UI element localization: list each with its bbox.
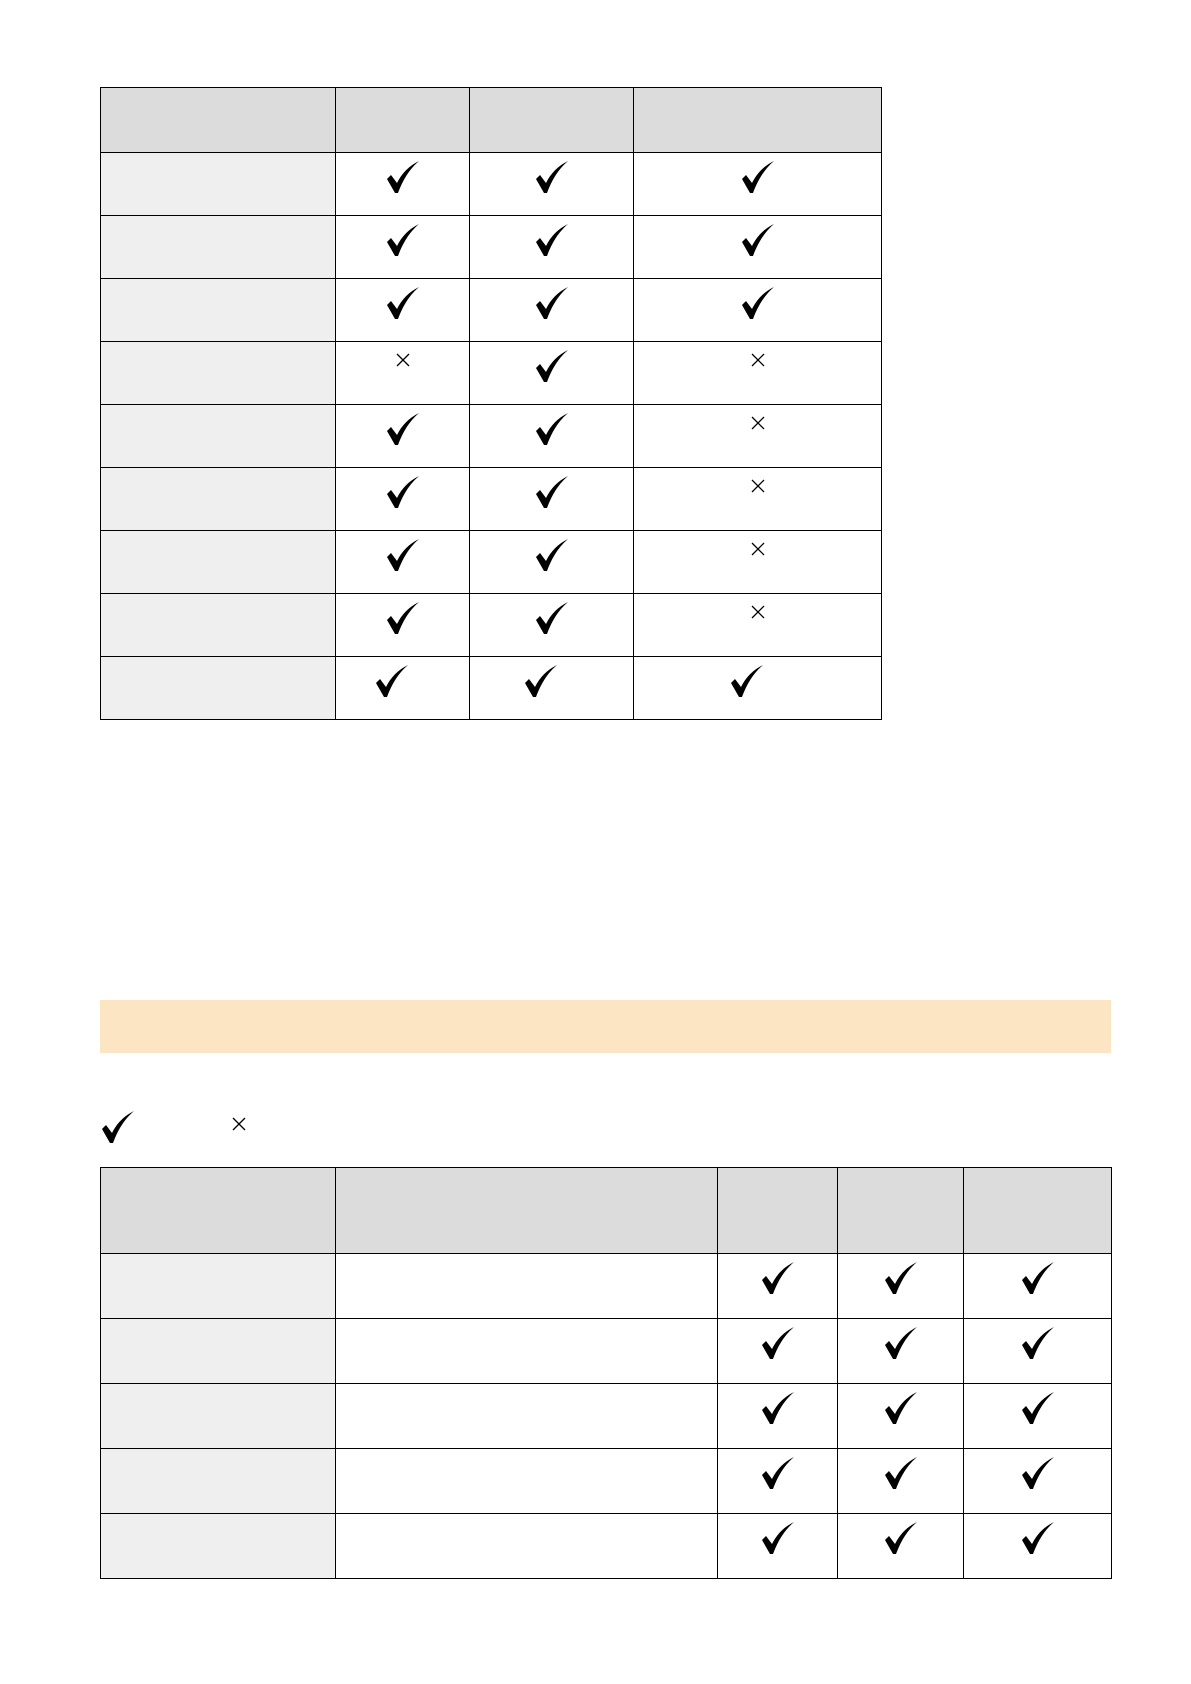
status-cell [838,1254,964,1319]
table-row [101,279,882,342]
row-label [101,405,336,468]
check-icon [883,1261,919,1300]
table-row [101,405,882,468]
header-cell [718,1168,838,1254]
check-icon [883,1326,919,1365]
header-cell [336,88,470,153]
status-cell [336,153,470,216]
status-cell [336,531,470,594]
cross-icon [230,1115,248,1138]
check-icon [760,1521,796,1560]
status-cell [336,657,470,720]
status-cell [634,405,882,468]
check-icon [729,664,765,703]
status-cell [964,1254,1112,1319]
header-cell [101,1168,336,1254]
table-row [101,594,882,657]
row-description [336,1449,718,1514]
check-icon [760,1326,796,1365]
status-cell [470,594,634,657]
status-cell [336,342,470,405]
row-label [101,531,336,594]
check-icon [534,286,570,325]
table-row [101,1514,1112,1579]
status-cell [964,1384,1112,1449]
status-cell [838,1514,964,1579]
status-cell [838,1384,964,1449]
table-row [101,1449,1112,1514]
status-cell [634,153,882,216]
row-description [336,1254,718,1319]
status-cell [470,279,634,342]
check-icon [760,1261,796,1300]
check-icon [760,1456,796,1495]
header-cell [336,1168,718,1254]
status-cell [964,1319,1112,1384]
header-cell [634,88,882,153]
row-label [101,1514,336,1579]
check-icon [534,412,570,451]
check-icon [374,664,410,703]
status-cell [470,531,634,594]
status-cell [718,1384,838,1449]
status-cell [634,216,882,279]
table-row [101,342,882,405]
check-icon [385,538,421,577]
table-row [101,1319,1112,1384]
row-label [101,1384,336,1449]
check-icon [1020,1521,1056,1560]
status-cell [838,1319,964,1384]
status-cell [336,279,470,342]
row-description [336,1514,718,1579]
check-icon [883,1391,919,1430]
status-cell [634,468,882,531]
table-row [101,1254,1112,1319]
status-cell [838,1449,964,1514]
status-cell [718,1449,838,1514]
check-icon [534,601,570,640]
status-cell [634,594,882,657]
row-description [336,1319,718,1384]
header-cell [470,88,634,153]
status-cell [634,342,882,405]
check-icon [385,223,421,262]
status-cell [964,1514,1112,1579]
check-icon [385,286,421,325]
check-icon [523,664,559,703]
row-label [101,1449,336,1514]
row-label [101,657,336,720]
status-cell [470,405,634,468]
check-icon [740,223,776,262]
check-icon [534,349,570,388]
status-cell [336,594,470,657]
cross-icon [749,603,767,626]
status-cell [336,216,470,279]
check-icon [1020,1456,1056,1495]
table-row [101,468,882,531]
check-icon [385,160,421,199]
check-icon [100,1110,136,1149]
row-label [101,153,336,216]
header-cell [964,1168,1112,1254]
check-icon [740,286,776,325]
status-cell [634,657,882,720]
status-cell [336,468,470,531]
cross-icon [749,477,767,500]
status-cell [718,1319,838,1384]
status-cell [718,1514,838,1579]
table-row [101,531,882,594]
cross-icon [749,414,767,437]
table-header-row [101,1168,1112,1254]
row-label [101,1319,336,1384]
status-cell [470,657,634,720]
compatibility-table-2 [100,1167,1112,1579]
row-label [101,279,336,342]
check-icon [883,1521,919,1560]
row-label [101,1254,336,1319]
check-icon [534,160,570,199]
check-icon [385,601,421,640]
check-icon [883,1456,919,1495]
table-row [101,153,882,216]
check-icon [1020,1326,1056,1365]
check-icon [534,475,570,514]
status-cell [470,468,634,531]
status-cell [470,216,634,279]
status-cell [718,1254,838,1319]
status-cell [964,1449,1112,1514]
header-cell [838,1168,964,1254]
table-row [101,1384,1112,1449]
cross-icon [394,351,412,374]
header-cell [101,88,336,153]
status-cell [336,405,470,468]
row-label [101,216,336,279]
row-description [336,1384,718,1449]
status-cell [470,153,634,216]
check-icon [1020,1391,1056,1430]
check-icon [534,538,570,577]
compatibility-table-1 [100,87,882,720]
cross-icon [749,540,767,563]
row-label [101,594,336,657]
check-icon [385,475,421,514]
section-banner [100,1000,1111,1053]
status-cell [634,279,882,342]
row-label [101,342,336,405]
check-icon [534,223,570,262]
check-icon [1020,1261,1056,1300]
row-label [101,468,336,531]
status-cell [634,531,882,594]
status-cell [470,342,634,405]
check-icon [385,412,421,451]
cross-icon [749,351,767,374]
table-header-row [101,88,882,153]
table-row [101,657,882,720]
table-row [101,216,882,279]
check-icon [740,160,776,199]
check-icon [760,1391,796,1430]
